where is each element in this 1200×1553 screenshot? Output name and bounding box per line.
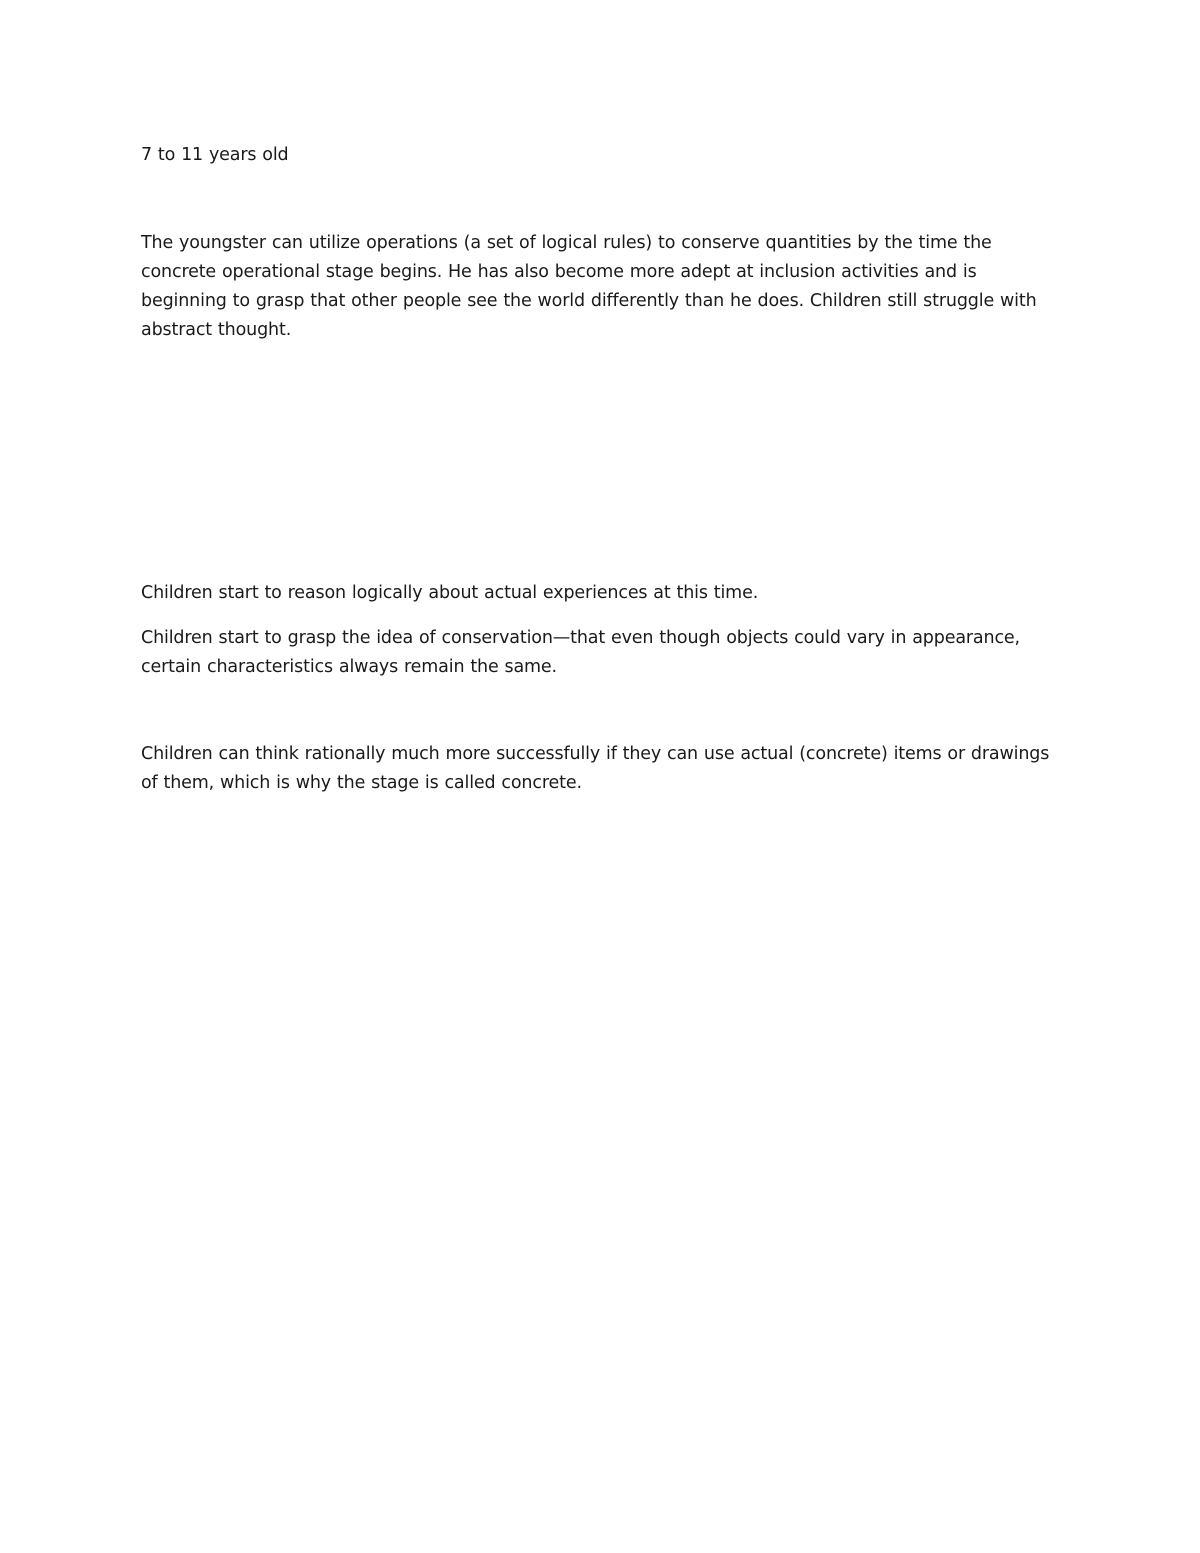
intro-paragraph: The youngster can utilize operations (a set of logical rules) to conserve quantities by the time the concrete operational stage begins. He has also become more adept at inclusion activities and is beginning to grasp that other people see the world differently than he does. Children still struggle with abstract thought. xyxy=(141,233,1037,340)
age-range-heading: 7 to 11 years old xyxy=(141,145,289,165)
concrete-stage-paragraph: Children can think rationally much more successfully if they can use actual (concrete) items or drawings of them, which is why the stage is called concrete. xyxy=(141,744,1050,793)
reasoning-paragraph: Children start to reason logically about actual experiences at this time. xyxy=(141,583,759,603)
conservation-paragraph: Children start to grasp the idea of conservation—that even though objects could vary in appearance, certain characteristics always remain the same. xyxy=(141,628,1020,677)
